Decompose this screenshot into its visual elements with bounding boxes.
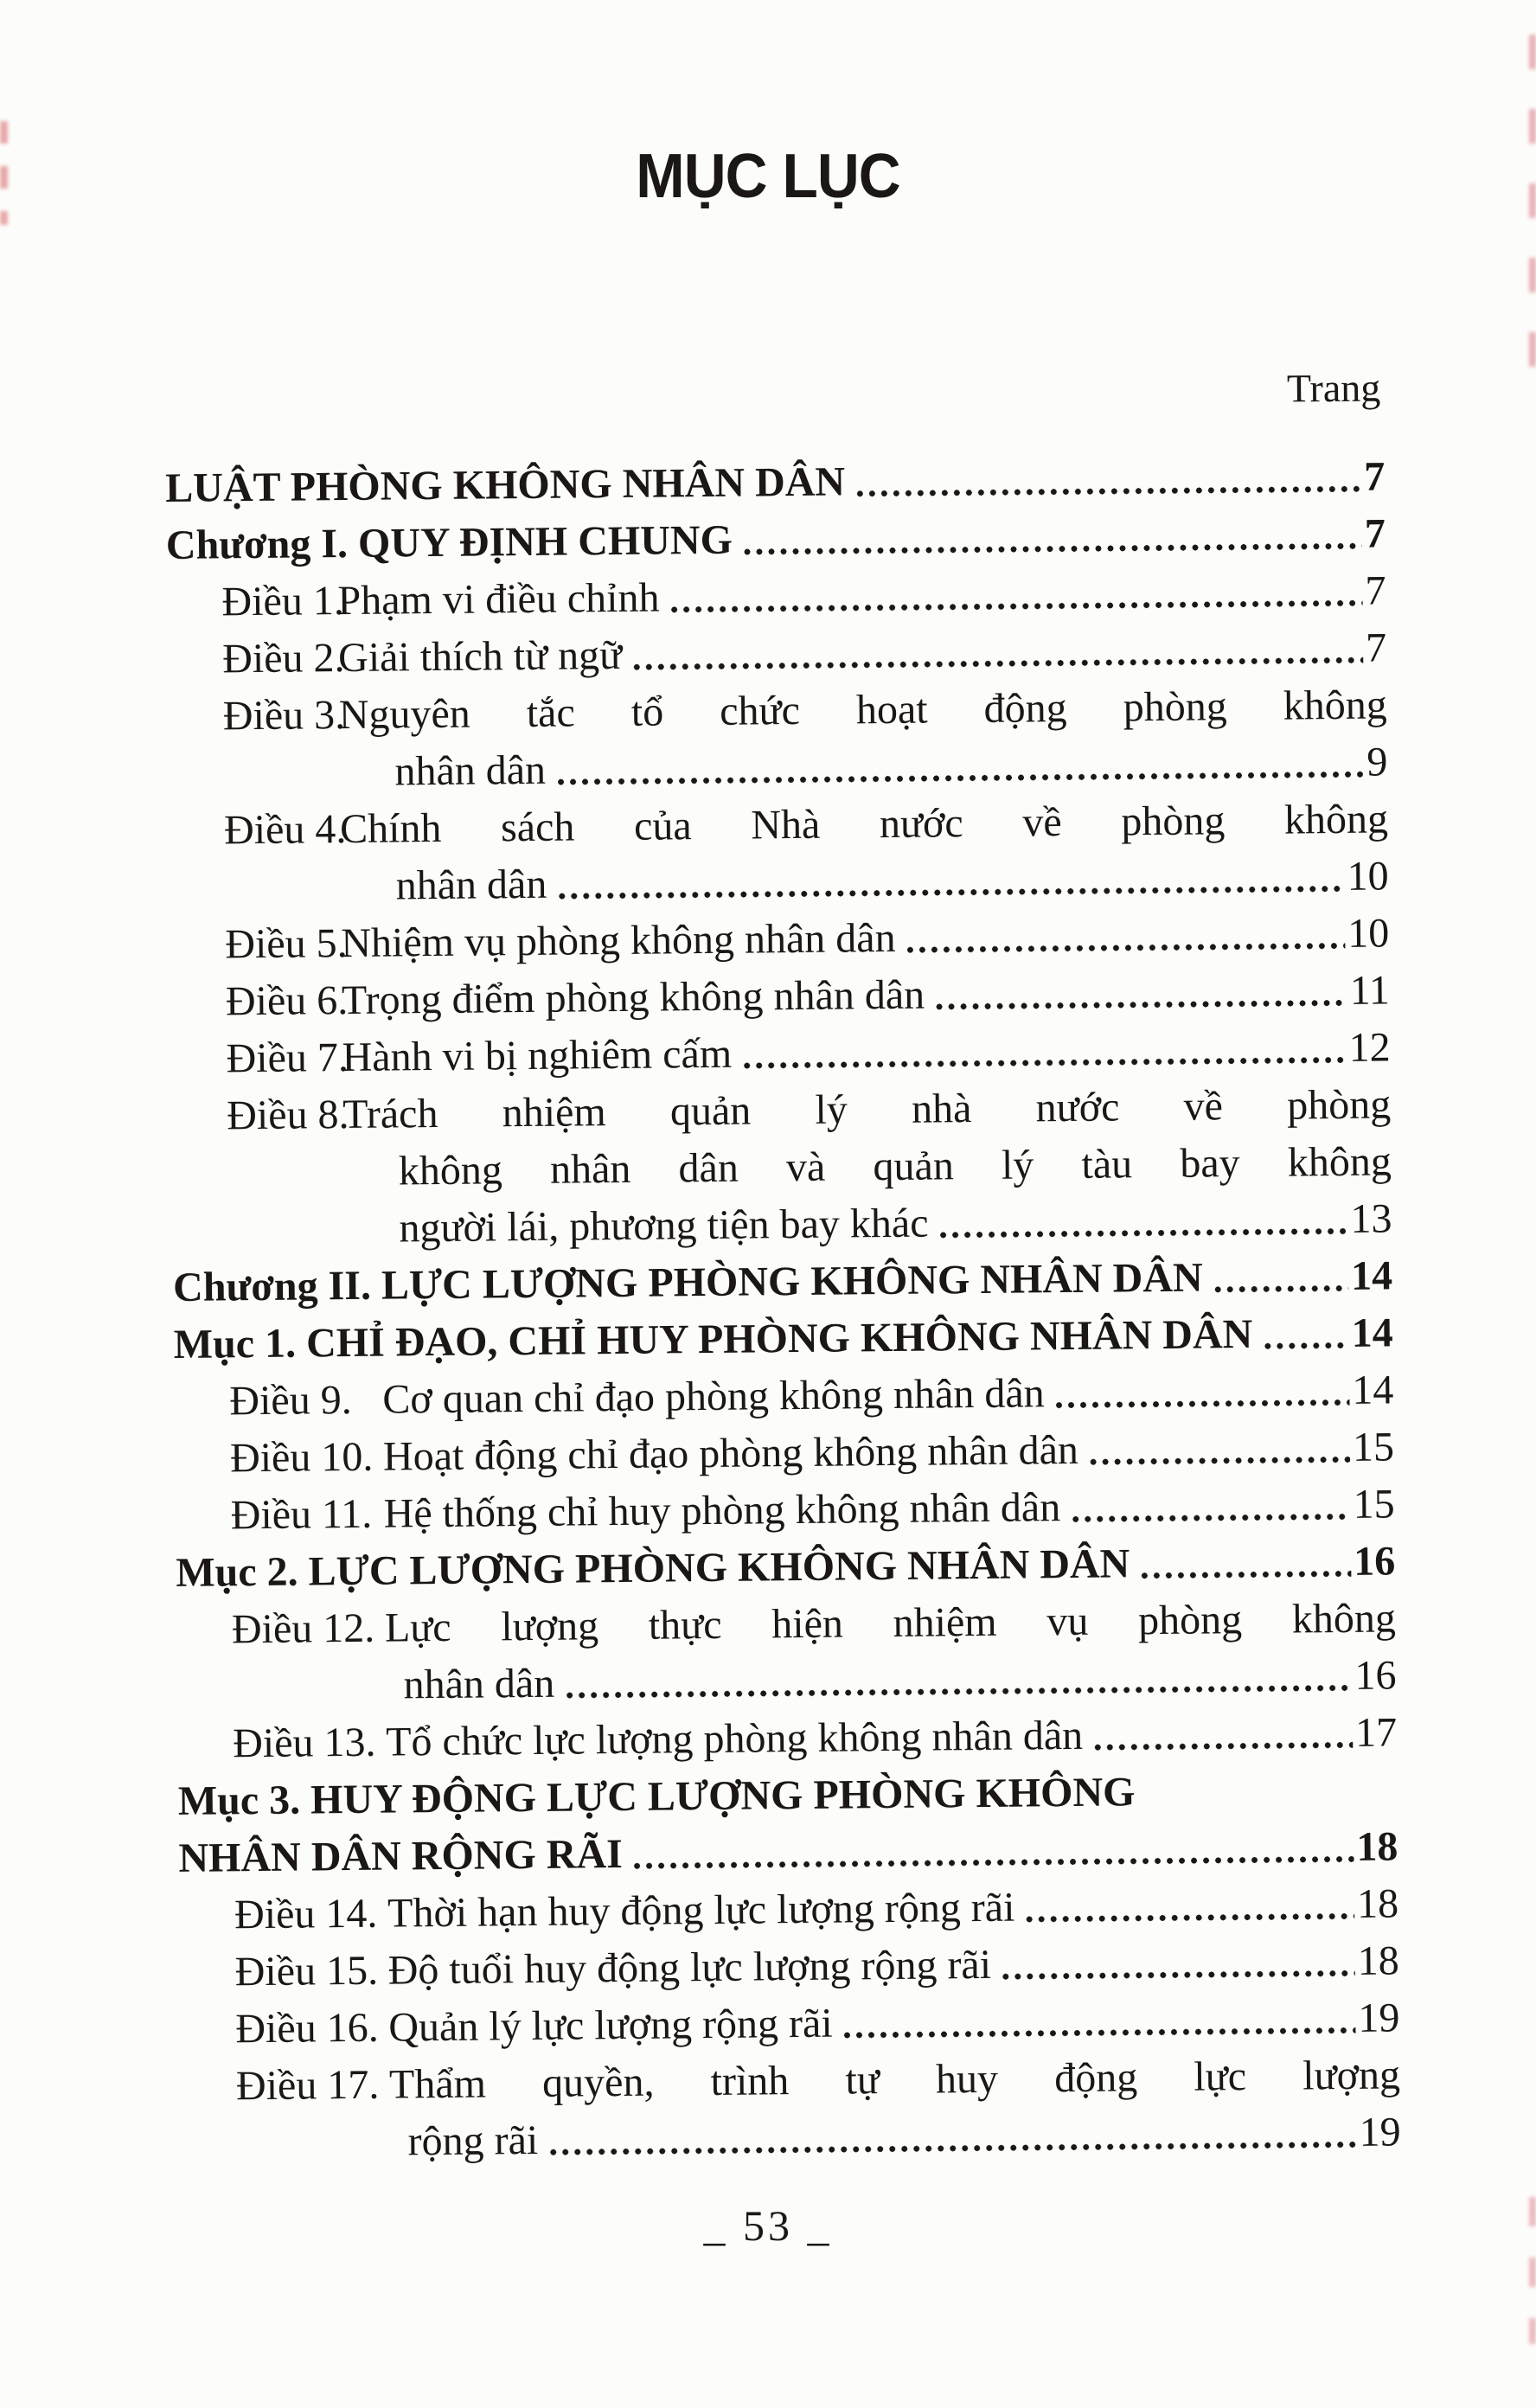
dot-leader xyxy=(1212,1284,1349,1294)
toc-row-label: Điều 8. xyxy=(226,1091,349,1139)
toc-row xyxy=(167,676,1387,746)
toc-row xyxy=(173,1304,1393,1374)
toc-row-text: Hệ thống chỉ huy phòng không nhân dân xyxy=(383,1484,1061,1537)
toc-row-text: không nhân dân và quản lý tàu bay không xyxy=(398,1138,1392,1194)
toc-row-text: Thẩm quyền, trình tự huy động lực lượng xyxy=(388,2052,1401,2108)
toc-page-number: 10 xyxy=(1347,910,1390,957)
toc-page-number: 18 xyxy=(1356,1823,1398,1870)
toc-page-number: 18 xyxy=(1356,1880,1399,1927)
dot-leader xyxy=(1087,1456,1350,1466)
toc-row-label: Điều 15. xyxy=(234,1947,379,1995)
toc-page-number: 7 xyxy=(1365,624,1387,671)
dot-leader xyxy=(563,1684,1352,1700)
dot-leader xyxy=(1000,1969,1355,1981)
toc-row-text: Trách nhiệm quản lý nhà nước về phòng xyxy=(342,1081,1392,1138)
toc-page-number: 18 xyxy=(1357,1937,1399,1984)
toc-row-text: Thời hạn huy động lực lượng rộng rãi xyxy=(387,1884,1015,1937)
toc-row-text: nhân dân xyxy=(395,861,547,909)
toc-row-label: Điều 13. xyxy=(232,1719,376,1767)
dot-leader xyxy=(842,2027,1356,2040)
dot-leader xyxy=(1261,1342,1349,1350)
toc-row-text: Lực lượng thực hiện nhiệm vụ phòng không xyxy=(384,1595,1397,1651)
dot-leader xyxy=(741,542,1362,556)
toc-row-text: Mục 2. LỰC LƯỢNG PHÒNG KHÔNG NHÂN DÂN xyxy=(176,1540,1130,1596)
toc-row-label: Điều 5. xyxy=(225,920,348,968)
toc-row-text: Hành vi bị nghiêm cấm xyxy=(342,1030,733,1081)
toc-page-number: 14 xyxy=(1350,1252,1393,1299)
toc-row-label: Điều 14. xyxy=(234,1890,378,1938)
scan-artifact-right-top xyxy=(1529,35,1536,381)
toc-row-label: Điều 6. xyxy=(225,977,349,1025)
dot-leader xyxy=(630,656,1363,671)
scan-artifact-left xyxy=(0,121,8,225)
toc-row-text: Mục 3. HUY ĐỘNG LỰC LƯỢNG PHÒNG KHÔNG xyxy=(177,1769,1136,1824)
toc-row-label: Điều 4. xyxy=(223,806,347,854)
dot-leader xyxy=(854,485,1361,498)
dot-leader xyxy=(555,885,1344,900)
toc-page-number: 13 xyxy=(1350,1195,1392,1242)
toc-row-label: Điều 11. xyxy=(230,1490,373,1539)
toc-page-number: 10 xyxy=(1347,853,1389,900)
dot-leader xyxy=(554,771,1364,786)
toc-row-label: Điều 1. xyxy=(221,578,345,625)
toc-page-number: 15 xyxy=(1352,1424,1395,1470)
toc-row-label: Điều 16. xyxy=(235,2004,379,2053)
dot-leader xyxy=(631,1855,1354,1870)
toc-row-text: Cơ quan chỉ đạo phòng không nhân dân xyxy=(382,1370,1045,1423)
toc-row-text: NHÂN DÂN RỘNG RÃI xyxy=(178,1830,624,1881)
toc-row-text: người lái, phương tiện bay khác xyxy=(399,1200,929,1252)
toc-row xyxy=(169,791,1389,860)
toc-row-label: Điều 17. xyxy=(235,2061,380,2110)
toc-row-label: Điều 10. xyxy=(229,1433,374,1482)
toc-row xyxy=(176,1590,1397,1659)
toc-row-text: Hoạt động chỉ đạo phòng không nhân dân xyxy=(382,1426,1079,1480)
page-title: MỤC LỤC xyxy=(636,142,900,211)
toc-page-number: 7 xyxy=(1365,567,1386,614)
dot-leader xyxy=(669,599,1363,614)
toc-row-text: Mục 1. CHỈ ĐẠO, CHỈ HUY PHÒNG KHÔNG NHÂN DÂN xyxy=(173,1310,1253,1367)
toc-row-text: rộng rãi xyxy=(407,2117,539,2165)
toc-list xyxy=(165,448,1401,2172)
toc-row xyxy=(181,2104,1401,2173)
toc-row-text: Tổ chức lực lượng phòng không nhân dân xyxy=(385,1712,1084,1765)
dot-leader xyxy=(1069,1513,1351,1523)
toc-page-number: 14 xyxy=(1352,1367,1394,1413)
dot-leader xyxy=(1053,1399,1350,1409)
toc-row-text: Phạm vi điều chỉnh xyxy=(337,574,660,624)
toc-row-text: Chương II. LỰC LƯỢNG PHÒNG KHÔNG NHÂN DÂN xyxy=(172,1254,1203,1310)
toc-row-text: Quản lý lực lượng rộng rãi xyxy=(388,2000,833,2051)
toc-page-number: 19 xyxy=(1359,2109,1401,2155)
toc-row-text: Độ tuổi huy động lực lượng rộng rãi xyxy=(387,1941,992,1994)
toc-row xyxy=(181,2046,1401,2116)
toc-row-text: Trọng điểm phòng không nhân dân xyxy=(341,971,925,1024)
toc-row-text: Nhiệm vụ phòng không nhân dân xyxy=(341,914,896,967)
toc-row-text: Chương I. QUY ĐỊNH CHUNG xyxy=(165,516,733,568)
toc-row-label: Điều 12. xyxy=(231,1604,375,1653)
toc-row-label: Điều 9. xyxy=(229,1376,352,1425)
toc-row-text: Giải thích từ ngữ xyxy=(337,631,623,682)
toc-row-text: Nguyên tắc tổ chức hoạt động phòng không xyxy=(338,682,1387,739)
dot-leader xyxy=(1024,1912,1355,1924)
toc-page-number: 14 xyxy=(1351,1310,1393,1356)
toc-page-number: 9 xyxy=(1366,739,1388,785)
dot-leader xyxy=(1138,1570,1351,1579)
toc-row xyxy=(172,1133,1392,1202)
toc-row-label: Điều 7. xyxy=(226,1034,349,1082)
toc-page-number: 7 xyxy=(1363,453,1386,500)
toc-page-number: 12 xyxy=(1348,1024,1391,1071)
toc-row-text: Chính sách của Nhà nước về phòng không xyxy=(339,796,1389,853)
toc-row-text: nhân dân xyxy=(394,746,547,795)
toc-page-number: 16 xyxy=(1353,1538,1396,1585)
toc-page-number: 19 xyxy=(1358,1995,1400,2041)
dot-leader xyxy=(938,1227,1348,1239)
dot-leader xyxy=(547,2141,1356,2156)
footer-page-number: _ 53 _ xyxy=(703,2201,833,2250)
dot-leader xyxy=(740,1056,1346,1070)
toc-page-number: 15 xyxy=(1353,1481,1395,1527)
toc-row-text: nhân dân xyxy=(403,1660,555,1708)
dot-leader xyxy=(1091,1741,1353,1752)
toc-row-label: Điều 2. xyxy=(221,635,345,682)
toc-row-label: Điều 3. xyxy=(222,692,346,740)
toc-row-text: LUẬT PHÒNG KHÔNG NHÂN DÂN xyxy=(165,458,846,511)
dot-leader xyxy=(905,942,1346,954)
dot-leader xyxy=(933,999,1347,1011)
toc-page-number: 16 xyxy=(1354,1652,1397,1699)
page-column-header: Trang xyxy=(1286,365,1381,411)
toc-page-number: 17 xyxy=(1354,1709,1398,1756)
toc-content xyxy=(164,362,1401,2172)
toc-page-number: 7 xyxy=(1364,510,1386,557)
toc-page-number: 11 xyxy=(1349,967,1391,1014)
